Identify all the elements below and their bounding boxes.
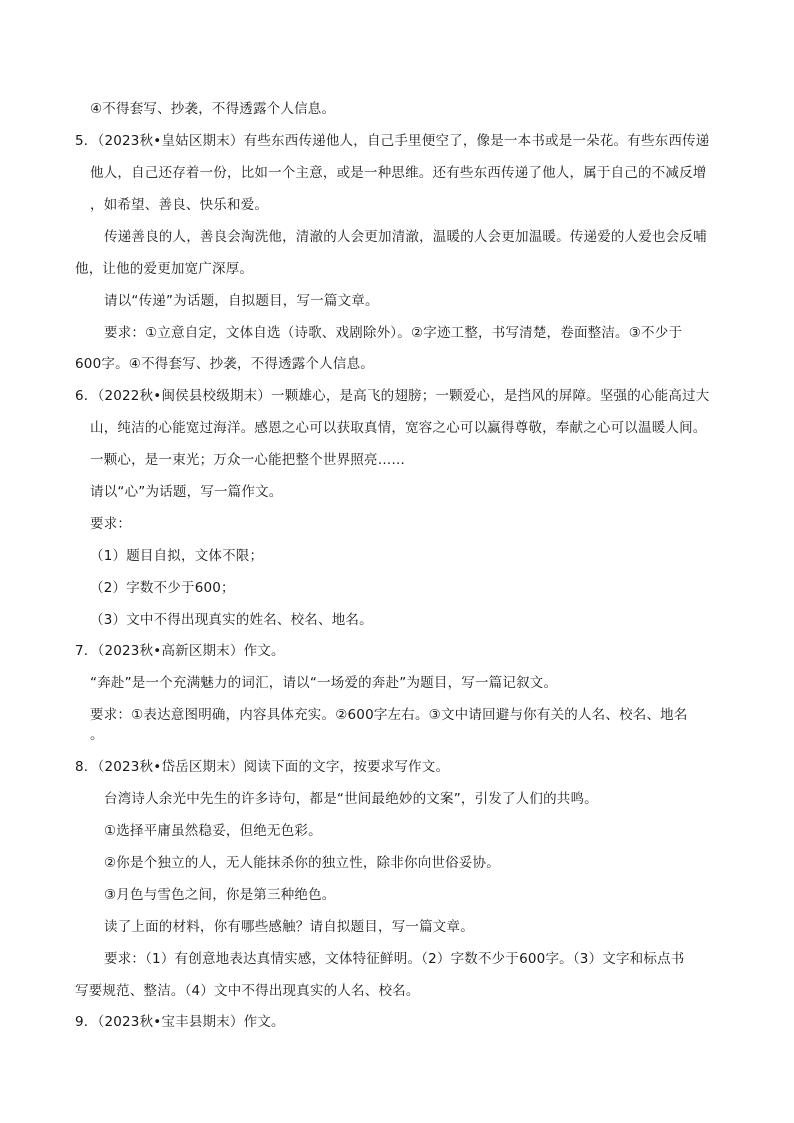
text-line: ②你是个独立的人，无人能抹杀你的独立性，除非你向世俗妥协。 [104,855,500,871]
text-line: “奔赴”是一个充满魅力的词汇，请以“一场爱的奔赴”为题目，写一篇记叙文。 [90,675,558,691]
text-line: （3）文中不得出现真实的姓名、校名、地名。 [90,612,373,628]
text-line: （2）字数不少于600； [90,580,235,596]
text-line: 他，让他的爱更加宽广深厚。 [75,261,254,277]
text-line: 600字。④不得套写、抄袭，不得透露个人信息。 [75,356,374,372]
text-line: 山，纯洁的心能宽过海洋。感恩之心可以获取真情，宽容之心可以赢得尊敬，奉献之心可以温暖人间。 [90,420,707,436]
text-line: （1）题目自拟，文体不限； [90,548,264,564]
question-7-line: 7．（2023秋•高新区期末）作文。 [75,643,285,659]
text-line: 他人，自己还存着一份，比如一个主意，或是一种思维。还有些东西传递了他人，属于自己的不减反增 [90,165,707,181]
question-6-line: 6．（2022秋•闽侯县校级期末）一颗雄心，是高飞的翅膀；一颗爱心，是挡风的屏障。坚强的心能高过大 [75,388,710,404]
text-line: 台湾诗人余光中先生的许多诗句，都是“世间最绝妙的文案”，引发了人们的共鸣。 [104,791,598,807]
question-9-line: 9．（2023秋•宝丰县期末）作文。 [75,1014,285,1030]
text-line: ，如希望、善良、快乐和爱。 [90,197,269,213]
text-line: 写要规范、整洁。（4）文中不得出现真实的人名、校名。 [75,983,420,999]
text-line: 一颗心，是一束光；万众一心能把整个世界照亮…… [90,452,406,468]
question-8-line: 8．（2023秋•岱岳区期末）阅读下面的文字，按要求写作文。 [75,759,450,775]
text-line: 要求： [90,516,132,532]
text-line: 读了上面的材料，你有哪些感触？请自拟题目，写一篇文章。 [104,919,474,935]
text-line: 要求：①表达意图明确，内容具体充实。②600字左右。③文中请回避与你有关的人名、校名、地名 [90,707,688,723]
text-line: ①选择平庸虽然稳妥，但绝无色彩。 [104,823,322,839]
question-5-line: 5．（2023秋•皇姑区期末）有些东西传递他人，自己手里便空了，像是一本书或是一朵花。有些东西传递 [75,133,710,149]
text-line: ③月色与雪色之间，你是第三种绝色。 [104,887,336,903]
text-line: ④不得套写、抄袭，不得透露个人信息。 [90,101,336,117]
text-line: 请以“心”为话题，写一篇作文。 [90,484,283,500]
text-line: 请以“传递”为话题，自拟题目，写一篇文章。 [104,293,379,309]
text-line: 要求：①立意自定，文体自选（诗歌、戏剧除外）。②字迹工整，书写清楚，卷面整洁。③不少于 [104,325,683,341]
text-line: 传递善良的人，善良会淘洗他，清澈的人会更加清澈，温暖的人会更加温暖。传递爱的人爱也会反哺 [104,229,707,245]
text-line: 。 [90,727,104,743]
text-line: 要求：（1）有创意地表达真情实感，文体特征鲜明。（2）字数不少于600字。（3）文字和标点书 [104,951,685,967]
